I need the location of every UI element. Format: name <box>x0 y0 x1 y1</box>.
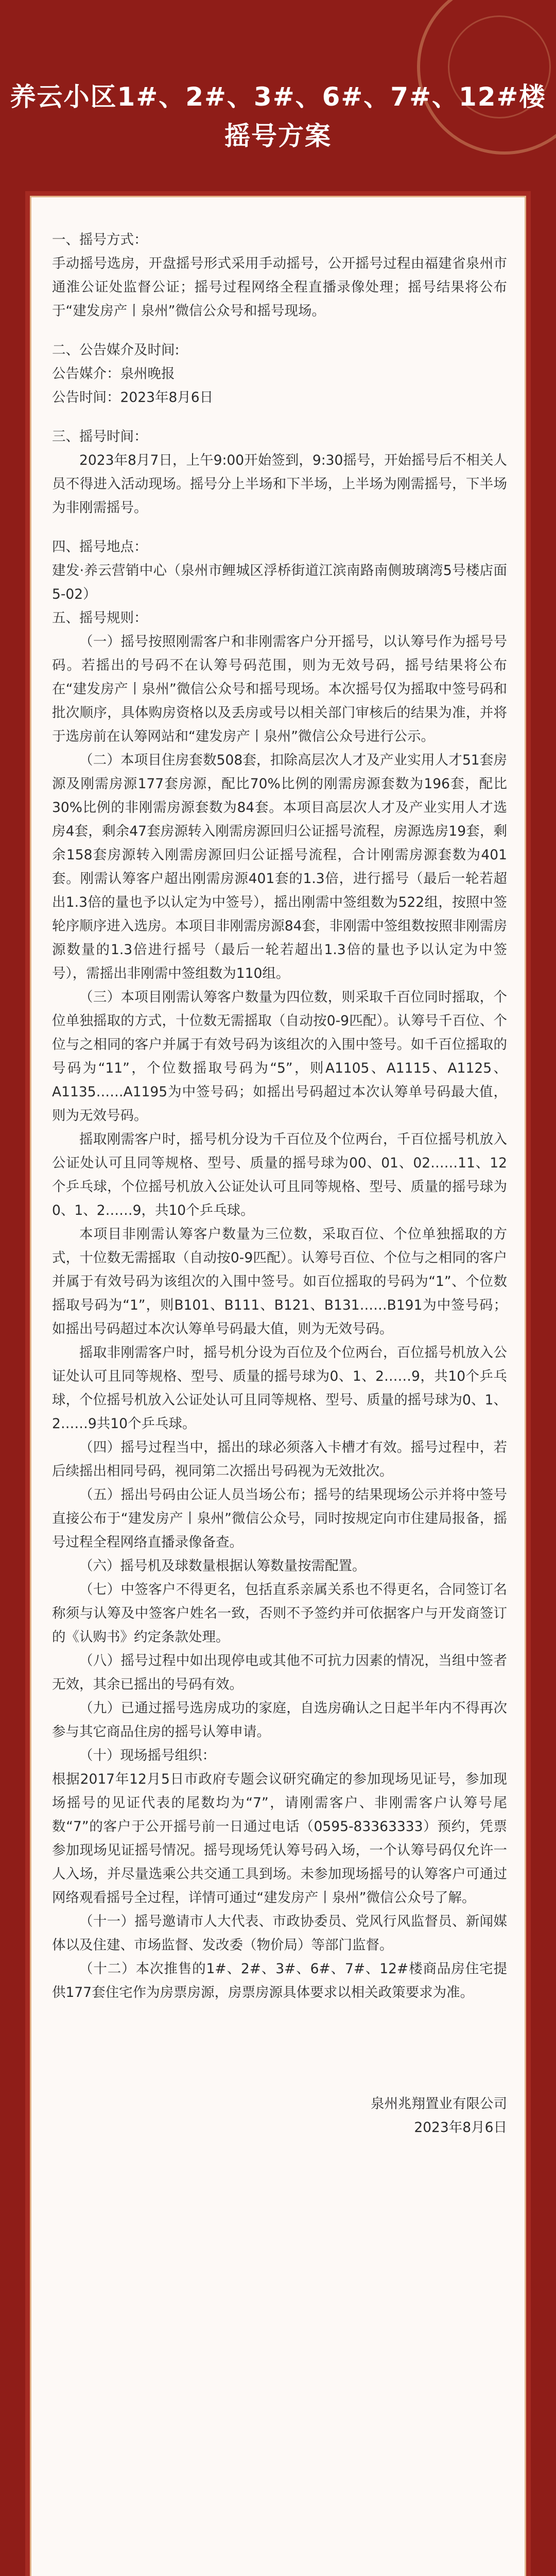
paragraph: 二、公告媒介及时间: <box>52 342 180 358</box>
paragraph: 摇取非刚需客户时，摇号机分设为百位及个位两台，百位摇号机放入公证处认可且同等规格、型号、质量的摇号球为0、1、2……9，共10个乒乓球，个位摇号机放入公证处认可且同等规格、型号、质量的摇号球为0、1、2……9共10个乒乓球。 <box>52 1345 507 1432</box>
signature-company: 泉州兆翔置业有限公司 <box>371 2096 507 2112</box>
paragraph: 公告时间：2023年8月6日 <box>52 389 214 405</box>
content-card <box>30 196 526 2576</box>
paragraph: 三、摇号时间： <box>52 429 148 445</box>
paragraph: 五、摇号规则： <box>52 610 148 626</box>
paragraph: 根据2017年12月5日市政府专题会议研究确定的参加现场见证号，参加现场摇号的见证代表的尾数均为“7”，请刚需客户、非刚需客户认筹号尾数“7”的客户于公开摇号前一日通过电话（0595-83363333）预约，凭票参加现场见证摇号情况。摇号现场凭认筹号码入场，一个认筹号码仅允许一人入场，并尽量选乘公共交通工具到场。未参加现场摇号的认筹客户可通过网络观看摇号全过程，详情可通过“建发房产丨泉州”微信公众号了解。 <box>52 1771 507 1906</box>
paragraph: （三）本项目刚需认筹客户数量为四位数，则采取千百位同时摇取，个位单独摇取的方式，十位数无需摇取（自动按0-9匹配）。认筹号千百位、个位与之相同的客户并属于有效号码为该组次的入围中签号。如千百位摇取的号码为“11”，个位数摇取号码为“5”，则A1105、A1115、A1125、A1135……A1195为中签号码；如摇出号码超过本次认筹单号码最大值，则为无效号码。 <box>52 989 507 1124</box>
paragraph: 建发·养云营销中心（泉州市鲤城区浮桥街道江滨南路南侧玻璃湾5号楼店面5-02） <box>52 563 507 602</box>
paragraph: （四）摇号过程当中，摇出的球必须落入卡槽才有效。摇号过程中，若后续摇出相同号码，视同第二次摇出号码视为无效批次。 <box>52 1439 507 1479</box>
document-body <box>52 228 507 2140</box>
paragraph: 手动摇号选房，开盘摇号形式采用手动摇号，公开摇号过程由福建省泉州市通淮公证处监督公证；摇号过程网络全程直播录像处理；摇号结果将公布于“建发房产丨泉州”微信公众号和摇号现场。 <box>52 256 507 319</box>
paragraph-spacer <box>52 323 507 338</box>
page-title <box>0 77 556 156</box>
paragraph: 一、摇号方式： <box>52 232 148 248</box>
signature-block <box>52 2092 507 2140</box>
paragraph: （十）现场摇号组织： <box>79 1748 216 1764</box>
paragraph-spacer <box>52 410 507 425</box>
paragraph: 摇取刚需客户时，摇号机分设为千百位及个位两台，千百位摇号机放入公证处认可且同等规格、型号、质量的摇号球为00、01、02……11、12 个乒乓球，个位摇号机放入公证处认可且同等规格、型号、质量的摇号球为0、1、2……9，共10个乒乓球。 <box>52 1131 507 1218</box>
paragraph: （六）摇号机及球数量根据认筹数量按需配置。 <box>79 1558 366 1574</box>
paragraph: 四、摇号地点： <box>52 539 148 555</box>
paragraph: （五）摇出号码由公证人员当场公布；摇号的结果现场公示并将中签号直接公布于“建发房产丨泉州”微信公众号，同时按规定向市住建局报备，摇号过程全程网络直播录像备查。 <box>52 1487 507 1550</box>
paragraph: （一）摇号按照刚需客户和非刚需客户分开摇号，以认筹号作为摇号号码。若摇出的号码不在认筹号码范围，则为无效号码，摇号结果将公布在“建发房产丨泉州”微信公众号和摇号现场。本次摇号仅为摇取中签号码和批次顺序，具体购房资格以及丢房或号以相关部门审核后的结果为准，并将于选房前在认筹网站和“建发房产丨泉州”微信公众号进行公示。 <box>52 634 507 744</box>
paragraph: （十一）摇号邀请市人大代表、市政协委员、党风行风监督员、新闻媒体以及住建、市场监督、发改委（物价局）等部门监督。 <box>52 1913 507 1953</box>
title-line-1: 养云小区1#、2#、3#、6#、7#、12#楼 <box>10 82 546 112</box>
paragraph: （八）摇号过程中如出现停电或其他不可抗力因素的情况，当组中签者无效，其余已摇出的号码有效。 <box>52 1653 507 1692</box>
paragraph: 2023年8月7日，上午9:00开始签到，9:30摇号，开始摇号后不相关人员不得进入活动现场。摇号分上半场和下半场，上半场为刚需摇号，下半场为非刚需摇号。 <box>52 452 507 516</box>
paragraph: 本项目非刚需认筹客户数量为三位数，采取百位、个位单独摇取的方式，十位数无需摇取（自动按0-9匹配）。认筹号百位、个位与之相同的客户并属于有效号码为该组次的入围中签号。如百位摇取的号码为“1”、个位数摇取号码为“1”，则B101、B111、B121、B131……B191为中签号码；如摇出号码超过本次认筹单号码最大值，则为无效号码。 <box>52 1226 507 1337</box>
paragraph: （十二）本次推售的1#、2#、3#、6#、7#、12#楼商品房住宅提供177套住宅作为房票房源，房票房源具体要求以相关政策要求为准。 <box>52 1961 507 2001</box>
paragraph: （二）本项目住房套数508套，扣除高层次人才及产业实用人才51套房源及刚需房源177套房源，配比70%比例的刚需房源套数为196套，配比30%比例的非刚需房源套数为84套。本项目高层次人才及产业实用人才选房4套，剩余47套房源转入刚需房源回归公证摇号流程，房源选房19套，剩余158套房源转入刚需房源回归公证摇号流程，合计刚需房源套数为401套。刚需认筹客户超出刚需房源401套的1.3倍，进行摇号（最后一轮若超出1.3倍的量也予以认定为中签号），摇出刚需中签组数为522组，按照中签轮序顺序进入选房。本项目非刚需房源84套，非刚需中签组数按照非刚需房源数量的1.3倍进行摇号（最后一轮若超出1.3倍的量也予以认定为中签号），需摇出非刚需中签组数为110组。 <box>52 752 507 981</box>
paragraph: （九）已通过摇号选房成功的家庭，自选房确认之日起半年内不得再次参与其它商品住房的摇号认筹申请。 <box>52 1700 507 1740</box>
signature-date: 2023年8月6日 <box>414 2120 507 2136</box>
title-line-2: 摇号方案 <box>224 121 332 151</box>
paragraph: （七）中签客户不得更名，包括直系亲属关系也不得更名，合同签订名称须与认筹及中签客户姓名一致，否则不予签约并可依据客户与开发商签订的《认购书》约定条款处理。 <box>52 1582 507 1645</box>
paragraph-spacer <box>52 520 507 535</box>
paragraph: 公告媒介：泉州晚报 <box>52 366 175 382</box>
